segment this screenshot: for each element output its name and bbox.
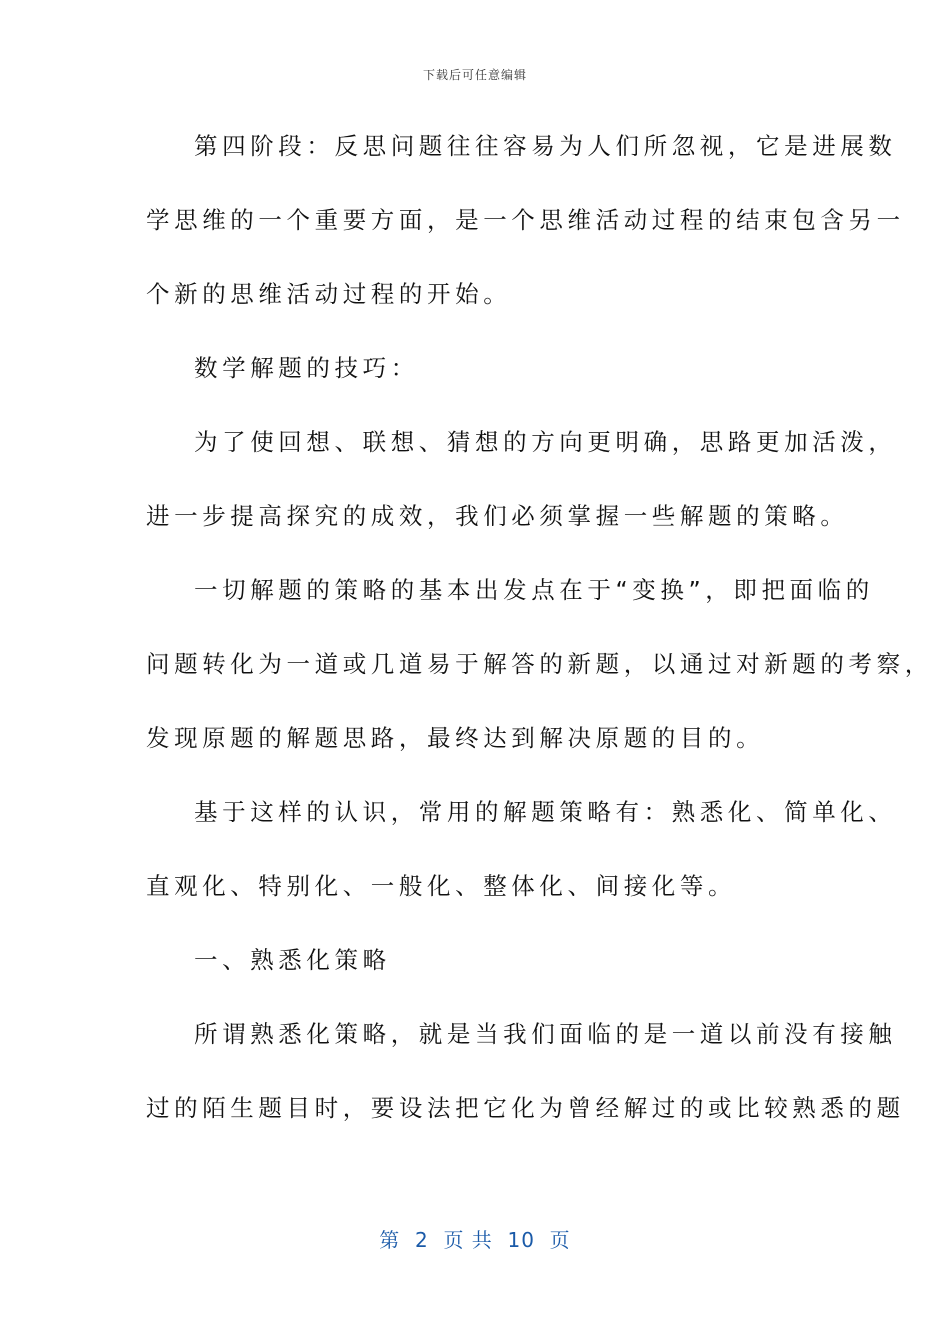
document-body [146,124,933,1160]
paragraph-line: 为了使回想、联想、猜想的方向更明确，思路更加活泼， [194,428,897,456]
paragraph-line: 一切解题的策略的基本出发点在于“变换”，即把面临的 [194,576,874,604]
paragraph-line: 数学解题的技巧： [194,354,419,382]
paragraph-line: 所谓熟悉化策略，就是当我们面临的是一道以前没有接触 [194,1020,897,1048]
paragraph-line: 学思维的一个重要方面，是一个思维活动过程的结束包含另一 [146,206,905,234]
paragraph-line: 第四阶段：反思问题往往容易为人们所忽视，它是进展数 [194,132,897,160]
paragraph-line: 直观化、特别化、一般化、整体化、间接化等。 [146,872,737,900]
paragraph-line: 发现原题的解题思路，最终达到解决原题的目的。 [146,724,765,752]
section-heading: 一、熟悉化策略 [194,946,391,974]
paragraph-line: 个新的思维活动过程的开始。 [146,280,512,308]
paragraph-line: 基于这样的认识，常用的解题策略有：熟悉化、简单化、 [194,798,897,826]
paragraph-line: 问题转化为一道或几道易于解答的新题，以通过对新题的考察， [146,650,933,678]
paragraph-line: 进一步提高探究的成效，我们必须掌握一些解题的策略。 [146,502,849,530]
header-note: 下载后可任意编辑 [422,68,527,82]
page-footer: 第 2 页 共 10 页 [379,1228,571,1252]
paragraph-line: 过的陌生题目时，要设法把它化为曾经解过的或比较熟悉的题 [146,1094,905,1122]
